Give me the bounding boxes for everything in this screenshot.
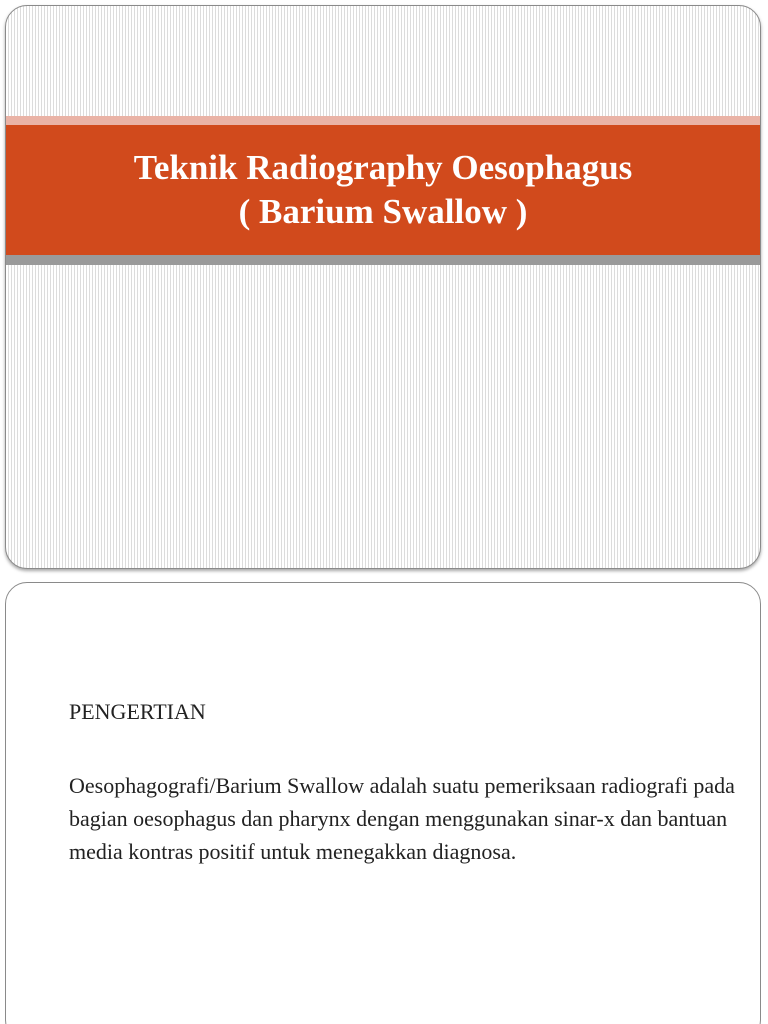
content-slide [5, 582, 761, 1024]
slide-title-line-2: ( Barium Swallow ) [238, 192, 528, 231]
section-heading: PENGERTIAN [69, 699, 206, 724]
title-slide [5, 5, 761, 569]
title-band [6, 125, 760, 255]
section-body-text: Oesophagografi/Barium Swallow adalah suatu pemeriksaan radiografi pada bagian oesophagus dan pharynx dengan menggunakan sinar-x dan bantuan media kontras positif untuk menegakkan diagnosa. [69, 773, 735, 864]
title-accent-stripe-top [6, 116, 760, 125]
slide-title-line-1: Teknik Radiography Oesophagus [133, 148, 633, 187]
title-accent-stripe-bottom [6, 255, 760, 265]
